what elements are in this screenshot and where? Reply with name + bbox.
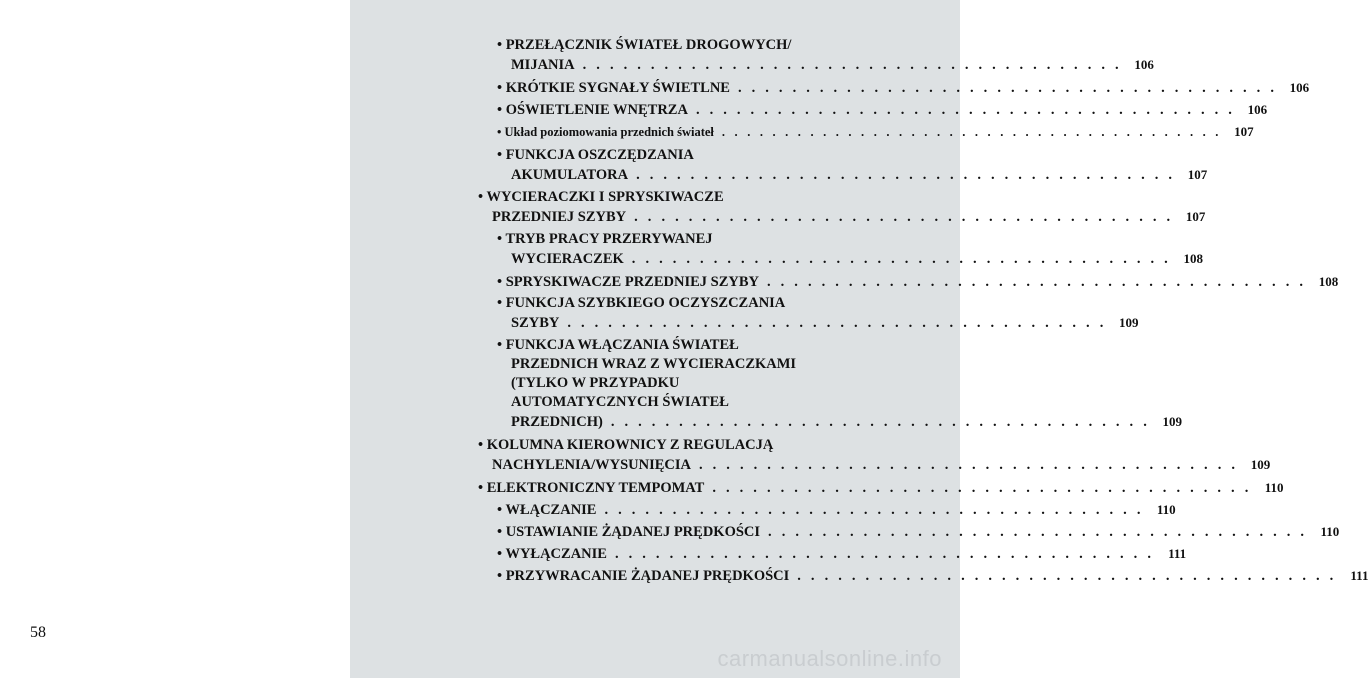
- toc-entry-title: • KRÓTKIE SYGNAŁY ŚWIETLNE: [497, 80, 730, 96]
- toc-page-number: 107: [1187, 167, 1208, 182]
- dot-leader: . . . . . . . . . . . . . . . . . . . . . . . . . . . . . . . . . . . . . . . .: [582, 57, 1122, 73]
- right-page: [350, 0, 1368, 678]
- toc-entry[interactable]: [497, 122, 1254, 142]
- toc-page-number: 111: [1168, 546, 1187, 561]
- toc-entry-line: [497, 165, 1208, 185]
- dot-leader: . . . . . . . . . . . . . . . . . . . . . . . . . . . . . . . . . . . . . . . .: [604, 502, 1144, 518]
- toc-entry-title: AUTOMATYCZNYCH ŚWIATEŁ: [511, 394, 729, 410]
- toc-entry[interactable]: [497, 36, 1154, 75]
- toc-entry-title: AKUMULATORA: [511, 167, 629, 183]
- toc-entry[interactable]: [478, 436, 1271, 475]
- dot-leader: . . . . . . . . . . . . . . . . . . . . . . . . . . . . . . . . . . . . . . . .: [614, 546, 1155, 562]
- toc-page-number: 109: [1250, 457, 1271, 472]
- toc-entry-line: [497, 294, 896, 313]
- toc-entry-title: PRZEDNICH): [511, 414, 603, 430]
- toc-entry[interactable]: [497, 336, 1183, 432]
- toc-entry[interactable]: [497, 100, 1268, 120]
- dot-leader: . . . . . . . . . . . . . . . . . . . . . . . . . . . . . . . . . . . . . . . .: [567, 315, 1107, 331]
- toc-entry-title: • WŁĄCZANIE: [497, 502, 597, 518]
- toc-entry-line: [497, 249, 1203, 269]
- dot-leader: . . . . . . . . . . . . . . . . . . . . . . . . . . . . . . . . . . . . . . . .: [699, 457, 1239, 473]
- toc-entry-line: [478, 188, 896, 207]
- toc-entry-title: NACHYLENIA/WYSUNIĘCIA: [492, 457, 691, 473]
- page-number: 58: [30, 624, 46, 641]
- dot-leader: . . . . . . . . . . . . . . . . . . . . . . . . . . . . . . . . . . . . . . . .: [721, 125, 1222, 139]
- toc-entry[interactable]: [497, 294, 1139, 333]
- toc-entry-line: [497, 355, 896, 374]
- toc-entry-title: • PRZYWRACANIE ŻĄDANEJ PRĘDKOŚCI: [497, 568, 790, 584]
- toc-page-number: 108: [1183, 251, 1203, 266]
- toc-entry-title: • KOLUMNA KIEROWNICY Z REGULACJĄ: [478, 437, 774, 453]
- toc-page-number: 106: [1247, 102, 1268, 117]
- toc-entry-line: [497, 313, 1139, 333]
- toc-entry[interactable]: [497, 566, 1368, 586]
- toc-entry-title: SZYBY: [511, 315, 560, 331]
- toc-page-number: 106: [1134, 57, 1154, 72]
- toc-entry-line: [478, 207, 1206, 227]
- toc-entry-title: WYCIERACZEK: [511, 251, 624, 267]
- toc-entry-title: • PRZEŁĄCZNIK ŚWIATEŁ DROGOWYCH/: [497, 37, 792, 53]
- toc-entry-title: • FUNKCJA SZYBKIEGO OCZYSZCZANIA: [497, 295, 786, 311]
- toc-entry[interactable]: [497, 500, 1176, 520]
- toc-entry-title: PRZEDNIEJ SZYBY: [492, 209, 627, 225]
- dot-leader: . . . . . . . . . . . . . . . . . . . . . . . . . . . . . . . . . . . . . . . .: [636, 167, 1176, 183]
- toc-entry[interactable]: [478, 478, 1284, 498]
- table-of-contents: [350, 0, 1368, 678]
- toc-page-number: 110: [1156, 502, 1176, 517]
- toc-entry-line: [497, 374, 896, 393]
- toc-entry-line: [497, 100, 1268, 120]
- toc-entry-line: [478, 455, 1271, 475]
- toc-entry[interactable]: [497, 544, 1187, 564]
- toc-entry-line: [478, 478, 1284, 498]
- toc-entry-title: • ELEKTRONICZNY TEMPOMAT: [478, 480, 705, 496]
- toc-entry-title: • WYCIERACZKI I SPRYSKIWACZE: [478, 189, 724, 205]
- toc-entry-title: • SPRYSKIWACZE PRZEDNIEJ SZYBY: [497, 274, 759, 290]
- dot-leader: . . . . . . . . . . . . . . . . . . . . . . . . . . . . . . . . . . . . . . . .: [768, 524, 1308, 540]
- toc-page-number: 111: [1350, 568, 1368, 583]
- toc-entry-line: [497, 122, 1254, 142]
- toc-entry-line: [497, 566, 1368, 586]
- toc-entry-line: [497, 272, 1339, 292]
- toc-page-number: 110: [1264, 480, 1284, 495]
- toc-page-number: 106: [1289, 80, 1310, 95]
- toc-entry-title: • FUNKCJA WŁĄCZANIA ŚWIATEŁ: [497, 337, 739, 353]
- toc-entry-line: [497, 146, 896, 165]
- toc-page-number: 108: [1318, 274, 1339, 289]
- toc-entry-title: • WYŁĄCZANIE: [497, 546, 607, 562]
- toc-entry-title: MIJANIA: [511, 57, 575, 73]
- toc-entry[interactable]: [478, 188, 1206, 227]
- toc-entry[interactable]: [497, 146, 1208, 185]
- toc-entry-line: [497, 544, 1187, 564]
- toc-entry-line: [497, 78, 1310, 98]
- dot-leader: . . . . . . . . . . . . . . . . . . . . . . . . . . . . . . . . . . . . . . . .: [797, 568, 1337, 584]
- watermark: carmanualsonline.info: [717, 646, 942, 671]
- toc-entry-title: • OŚWIETLENIE WNĘTRZA: [497, 102, 688, 118]
- toc-entry-title: • TRYB PRACY PRZERYWANEJ: [497, 231, 713, 247]
- toc-entry[interactable]: [497, 272, 1339, 292]
- dot-leader: . . . . . . . . . . . . . . . . . . . . . . . . . . . . . . . . . . . . . . . .: [695, 102, 1236, 118]
- toc-entry-title: (TYLKO W PRZYPADKU: [511, 375, 680, 391]
- toc-entry-line: [497, 412, 1183, 432]
- toc-entry-line: [497, 55, 1154, 75]
- toc-entry-line: [478, 436, 896, 455]
- toc-entry-title: • FUNKCJA OSZCZĘDZANIA: [497, 147, 694, 163]
- toc-entry-line: [497, 500, 1176, 520]
- dot-leader: . . . . . . . . . . . . . . . . . . . . . . . . . . . . . . . . . . . . . . . .: [767, 274, 1307, 290]
- toc-entry-line: [497, 393, 896, 412]
- toc-entry[interactable]: [497, 78, 1310, 98]
- dot-leader: . . . . . . . . . . . . . . . . . . . . . . . . . . . . . . . . . . . . . . . .: [712, 480, 1252, 496]
- dot-leader: . . . . . . . . . . . . . . . . . . . . . . . . . . . . . . . . . . . . . . . .: [634, 209, 1174, 225]
- left-page: [0, 0, 350, 678]
- toc-page-number: 107: [1185, 209, 1206, 224]
- toc-page-number: 110: [1320, 524, 1340, 539]
- toc-entry-line: [497, 522, 1340, 542]
- toc-entry-title: • Układ poziomowania przednich świateł: [497, 125, 714, 139]
- toc-entry-title: PRZEDNICH WRAZ Z WYCIERACZKAMI: [511, 356, 797, 372]
- dot-leader: . . . . . . . . . . . . . . . . . . . . . . . . . . . . . . . . . . . . . . . .: [631, 251, 1171, 267]
- toc-page-number: 109: [1119, 315, 1139, 330]
- toc-entry-line: [497, 230, 896, 249]
- toc-entry[interactable]: [497, 522, 1340, 542]
- toc-page-number: 109: [1162, 414, 1183, 429]
- dot-leader: . . . . . . . . . . . . . . . . . . . . . . . . . . . . . . . . . . . . . . . .: [737, 80, 1278, 96]
- toc-entry[interactable]: [497, 230, 1203, 269]
- toc-entry-line: [497, 336, 896, 355]
- toc-entry-title: • USTAWIANIE ŻĄDANEJ PRĘDKOŚCI: [497, 524, 761, 540]
- toc-entry-line: [497, 36, 896, 55]
- dot-leader: . . . . . . . . . . . . . . . . . . . . . . . . . . . . . . . . . . . . . . . .: [610, 414, 1151, 430]
- toc-page-number: 107: [1234, 124, 1254, 139]
